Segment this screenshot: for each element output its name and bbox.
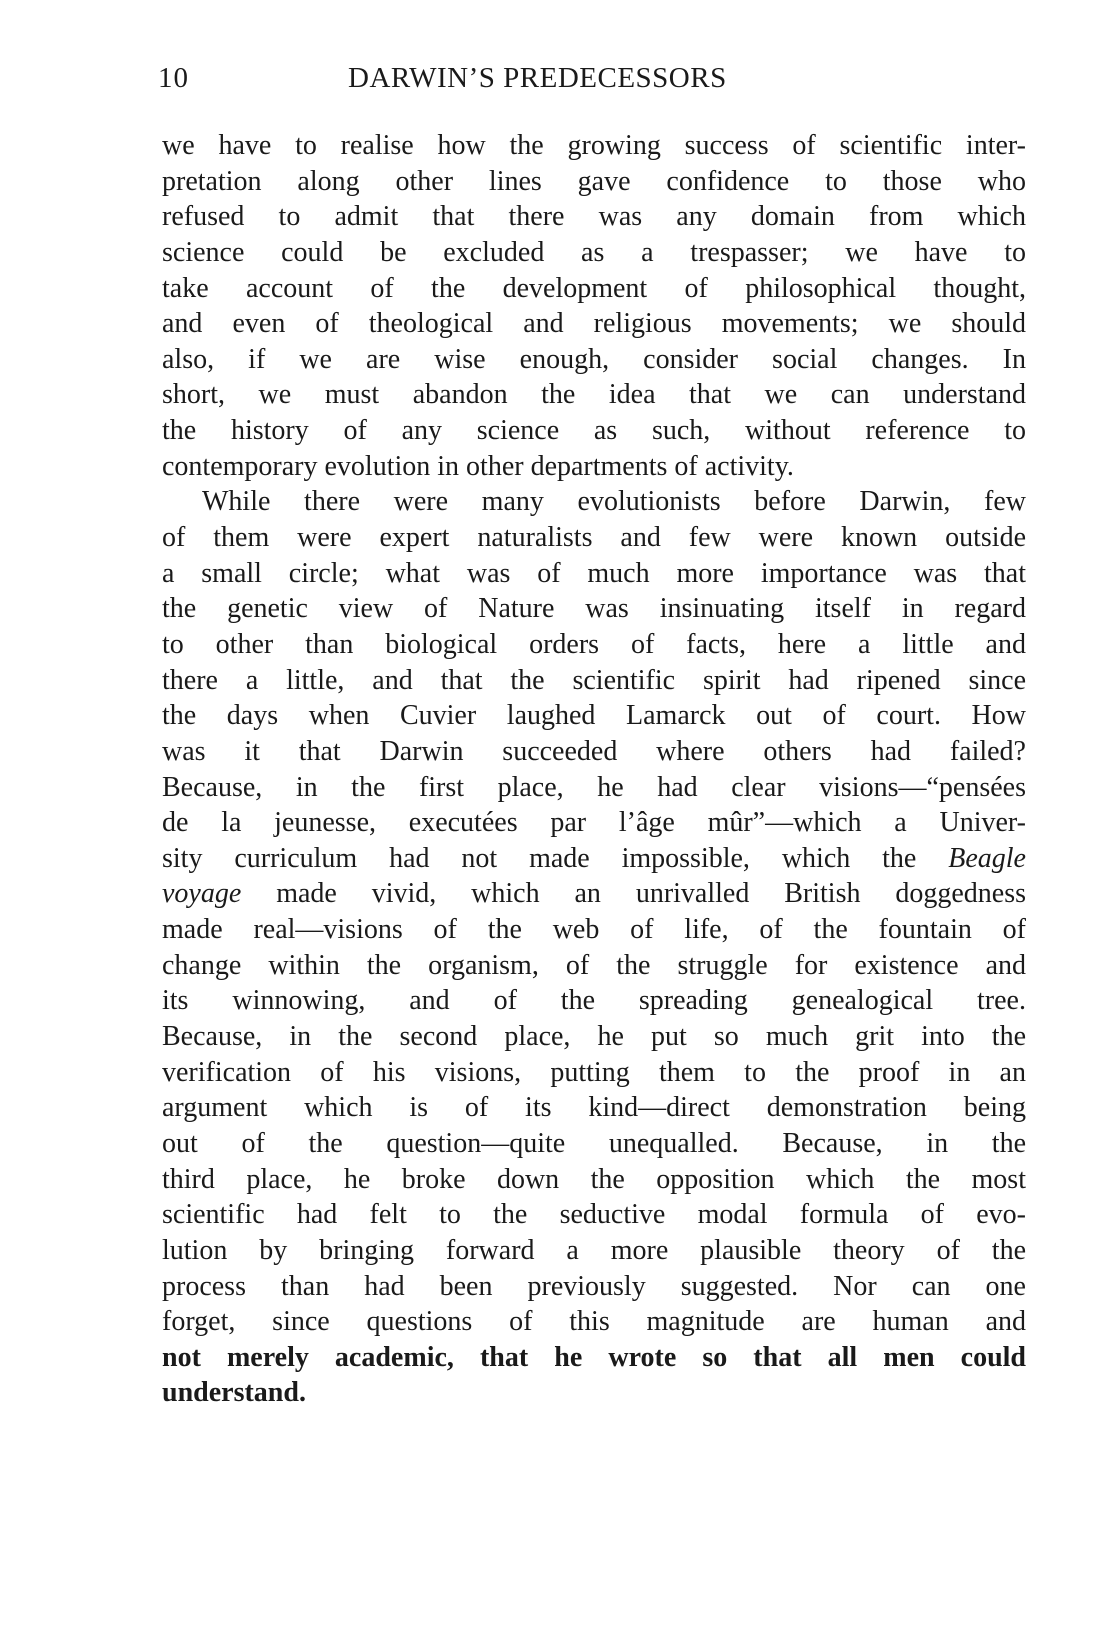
text-line: forget, since questions of this magnitude are human and [162,1306,1026,1338]
text-line: a small circle; what was of much more importance was that [162,557,1026,589]
text-line: also, if we are wise enough, consider social changes. In [162,343,1026,375]
text-line: process than had been previously suggested. Nor can one [162,1270,1026,1302]
text-line: refused to admit that there was any domain from which [162,201,1026,233]
text-line: not merely academic, that he wrote so that all men could [162,1341,1026,1373]
text-line: we have to realise how the growing success of scientific inter- [162,130,1026,161]
text-fragment: made vivid, which an unrivalled British doggedness [276,878,1027,910]
text-line-with-italic [162,876,1026,912]
text-line: made real—visions of the web of life, of the fountain of [162,914,1026,946]
text-line: out of the question—quite unequalled. Because, in the [162,1127,1026,1159]
text-line: While there were many evolutionists before Darwin, few [202,486,1026,518]
text-line: pretation along other lines gave confidence to those who [162,165,1026,197]
text-line: and even of theological and religious movements; we should [162,308,1026,340]
text-line: its winnowing, and of the spreading genealogical tree. [162,985,1026,1017]
running-head [158,62,1028,102]
text-line: Because, in the second place, he put so much grit into the [162,1021,1026,1053]
running-head-title: DARWIN’S PREDECESSORS [348,62,727,94]
text-line: the genetic view of Nature was insinuating itself in regard [162,593,1026,625]
page-number: 10 [158,62,189,94]
text-line: scientific had felt to the seductive modal formula of evo- [162,1199,1026,1231]
text-line: verification of his visions, putting them to the proof in an [162,1056,1026,1088]
text-line: argument which is of its kind—direct demonstration being [162,1092,1026,1124]
text-line: change within the organism, of the struggle for existence and [162,949,1026,981]
italic-voyage: voyage [162,878,242,910]
body-text [162,128,1026,1411]
text-line: short, we must abandon the idea that we can understand [162,379,1026,411]
text-line: contemporary evolution in other departments of activity. [162,450,794,482]
text-line: of them were expert naturalists and few were known outside [162,522,1026,554]
text-line: there a little, and that the scientific spirit had ripened since [162,664,1026,696]
text-line: lution by bringing forward a more plausible theory of the [162,1234,1026,1266]
text-line: understand. [162,1377,306,1409]
text-line: the history of any science as such, without reference to [162,415,1026,447]
text-line: third place, he broke down the opposition which the most [162,1163,1026,1195]
text-line: science could be excluded as a trespasser; we have to [162,236,1026,268]
text-line: take account of the development of philosophical thought, [162,272,1026,304]
text-line: the days when Cuvier laughed Lamarck out of court. How [162,700,1026,732]
text-line: Because, in the first place, he had clear visions—“pensées [162,771,1026,803]
italic-beagle: Beagle [948,842,1026,874]
text-fragment: sity curriculum had not made impossible, which the [162,842,917,874]
paragraph-2 [162,484,1026,1411]
text-line: to other than biological orders of facts, here a little and [162,628,1026,660]
text-line: was it that Darwin succeeded where others had failed? [162,735,1026,767]
text-line-with-italic [162,841,1026,877]
text-line: de la jeunesse, executées par l’âge mûr”—which a Univer- [162,807,1026,839]
paragraph-1 [162,128,1026,484]
